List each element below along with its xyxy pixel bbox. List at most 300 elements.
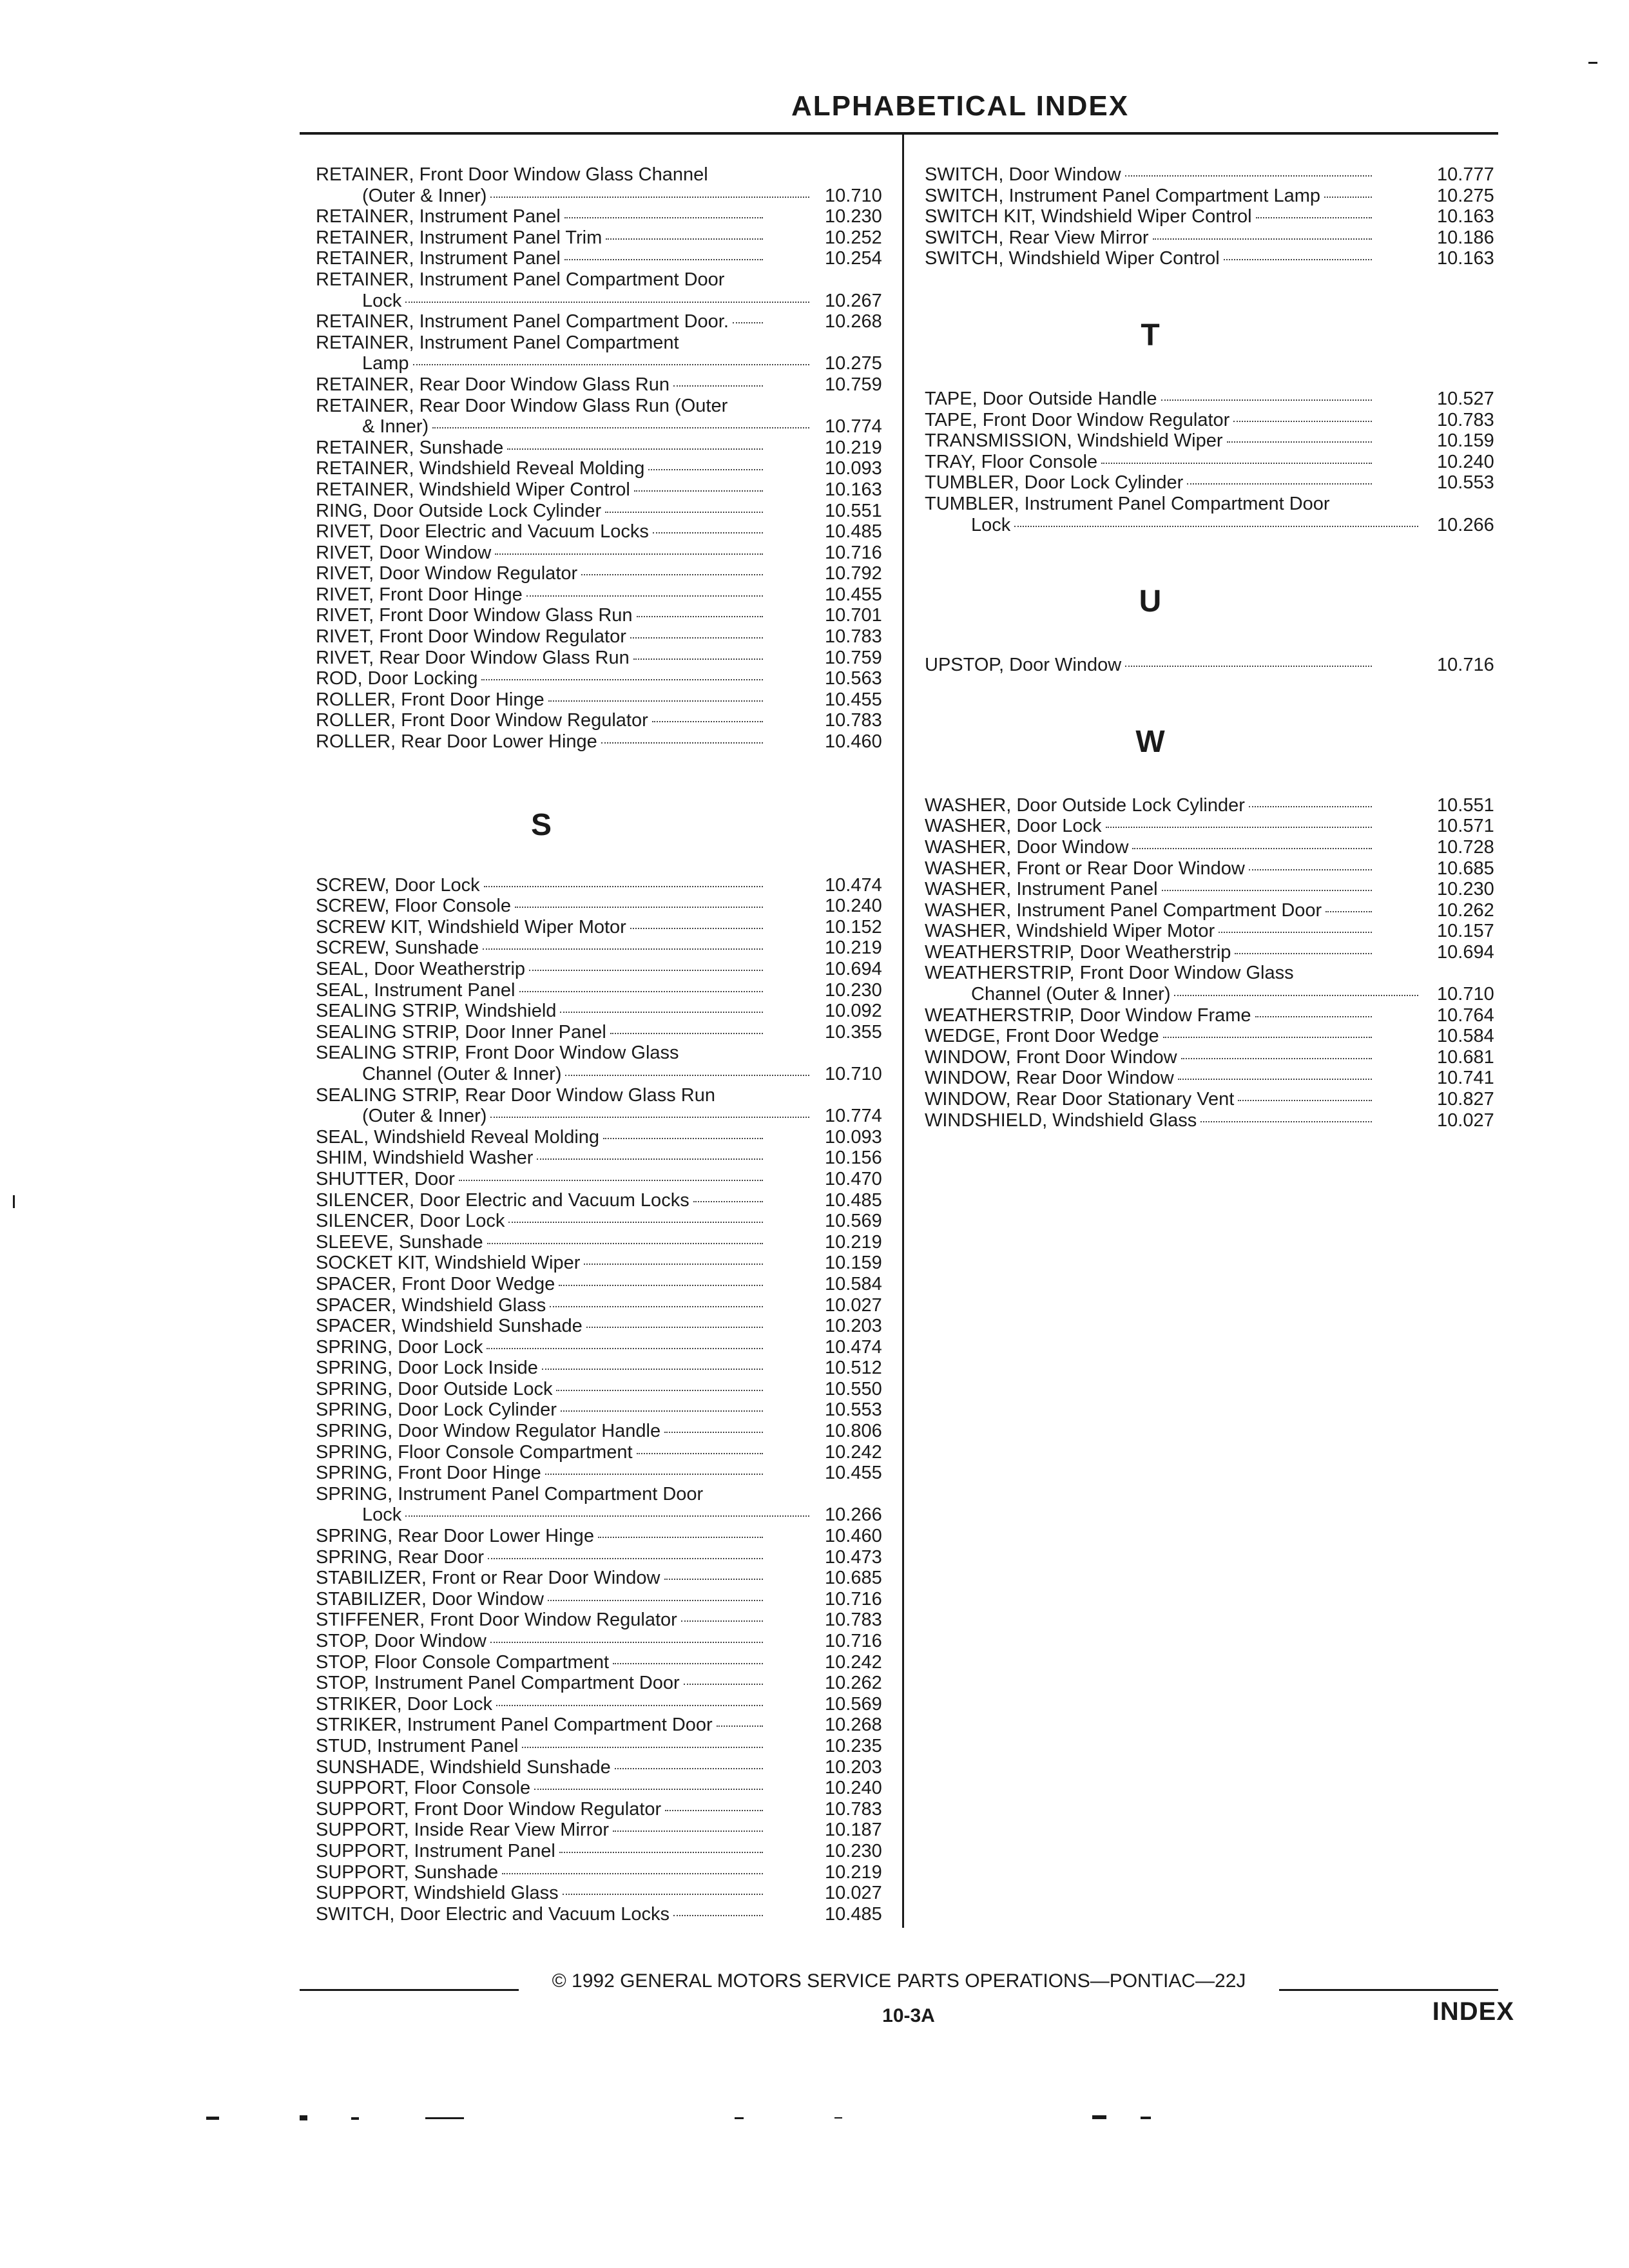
dot-leader	[673, 385, 763, 387]
index-entry	[316, 1043, 896, 1084]
entry-page-number: 10.219	[825, 937, 882, 959]
index-entry	[316, 458, 896, 479]
index-entry	[925, 1047, 1505, 1068]
entry-page-number: 10.093	[825, 458, 882, 479]
dot-leader	[1256, 216, 1372, 218]
entry-label: RETAINER, Front Door Window Glass Channel	[316, 164, 708, 185]
dot-leader	[1014, 525, 1418, 527]
section-label: INDEX	[1432, 1997, 1514, 2026]
entry-label-continued: Lamp	[362, 353, 409, 374]
dot-leader	[563, 1893, 763, 1895]
index-entry	[925, 879, 1505, 900]
dot-leader	[1162, 889, 1372, 891]
entry-label-continued: (Outer & Inner)	[362, 185, 487, 206]
entry-label-continued: Lock	[971, 514, 1011, 535]
index-entry	[925, 430, 1505, 452]
entry-page-number: 10.157	[1437, 921, 1494, 942]
entry-label: SEALING STRIP, Rear Door Window Glass Run	[316, 1084, 715, 1106]
entry-page-number: 10.027	[825, 1883, 882, 1904]
index-entry	[925, 494, 1505, 535]
entry-label: SPRING, Door Lock Inside	[316, 1358, 538, 1379]
entry-label: RETAINER, Instrument Panel Compartment	[316, 332, 679, 353]
entry-page-number: 10.681	[1437, 1046, 1494, 1068]
footer-rule-right	[1279, 1989, 1498, 1991]
dot-leader	[601, 742, 763, 744]
entry-page-number: 10.551	[825, 500, 882, 521]
dot-leader	[1325, 910, 1372, 912]
entry-label: RETAINER, Windshield Reveal Molding	[316, 458, 645, 479]
entry-page-number: 10.474	[825, 874, 882, 896]
dot-leader	[630, 927, 763, 929]
dot-leader	[1101, 462, 1372, 464]
entry-label: SWITCH, Door Electric and Vacuum Locks	[316, 1903, 670, 1925]
entry-label: RETAINER, Windshield Wiper Control	[316, 479, 630, 500]
entry-page-number: 10.268	[825, 311, 882, 332]
dot-leader	[633, 658, 763, 660]
entry-label: TAPE, Door Outside Handle	[925, 388, 1157, 409]
index-entry	[316, 1190, 896, 1211]
entry-label: STRIKER, Door Lock	[316, 1693, 492, 1715]
index-entry	[316, 374, 896, 396]
entry-page-number: 10.262	[825, 1673, 882, 1694]
index-entry	[925, 227, 1505, 249]
entry-label: SUPPORT, Front Door Window Regulator	[316, 1798, 662, 1820]
dot-leader	[484, 885, 763, 887]
dot-leader	[515, 906, 763, 908]
dot-leader	[1178, 1078, 1372, 1080]
index-entry	[316, 1799, 896, 1820]
page-number: 10-3A	[882, 2005, 935, 2026]
index-entry	[316, 1589, 896, 1610]
dot-leader	[615, 1767, 763, 1769]
index-entry	[316, 1610, 896, 1631]
entry-page-number: 10.230	[825, 1840, 882, 1861]
scan-mark	[351, 2117, 359, 2120]
index-entry	[316, 1232, 896, 1253]
section-letter-u: U	[1139, 584, 1162, 619]
dot-leader	[1132, 847, 1372, 849]
dot-leader	[413, 363, 809, 365]
entry-page-number: 10.551	[1437, 794, 1494, 816]
dot-leader	[496, 1704, 763, 1706]
index-entry	[316, 980, 896, 1001]
dot-leader	[665, 1809, 763, 1811]
entry-page-number: 10.694	[1437, 941, 1494, 963]
dot-leader	[693, 1200, 763, 1202]
index-entry	[316, 1820, 896, 1841]
entry-page-number: 10.485	[825, 1189, 882, 1211]
index-entry	[316, 668, 896, 689]
dot-leader	[1227, 441, 1373, 443]
entry-page-number: 10.219	[825, 437, 882, 458]
entry-label: SWITCH KIT, Windshield Wiper Control	[925, 206, 1252, 227]
index-entry	[316, 332, 896, 374]
entry-label: SHIM, Windshield Washer	[316, 1148, 534, 1169]
entry-page-number: 10.806	[825, 1421, 882, 1442]
index-entry	[316, 626, 896, 648]
entry-label: SOCKET KIT, Windshield Wiper	[316, 1253, 581, 1274]
index-entry	[316, 1211, 896, 1232]
index-entry	[316, 1337, 896, 1358]
entry-page-number: 10.777	[1437, 164, 1494, 185]
entry-page-number: 10.710	[825, 1063, 882, 1084]
entry-label: SHUTTER, Door	[316, 1168, 455, 1189]
entry-page-number: 10.716	[825, 1588, 882, 1610]
dot-leader	[664, 1431, 763, 1433]
index-entry	[316, 1085, 896, 1127]
entry-page-number: 10.027	[1437, 1110, 1494, 1131]
dot-leader	[565, 1074, 809, 1076]
dot-leader	[613, 1662, 763, 1664]
entry-label: WASHER, Windshield Wiper Motor	[925, 921, 1215, 942]
entry-page-number: 10.156	[825, 1148, 882, 1169]
index-entry	[316, 710, 896, 731]
index-entry	[925, 655, 1505, 676]
entry-label: TRANSMISSION, Windshield Wiper	[925, 430, 1223, 452]
entry-label: TRAY, Floor Console	[925, 451, 1098, 472]
entry-page-number: 10.092	[825, 1001, 882, 1022]
dot-leader	[490, 1641, 763, 1643]
entry-page-number: 10.254	[825, 248, 882, 269]
index-entry	[925, 206, 1505, 227]
entry-page-number: 10.242	[825, 1441, 882, 1463]
entry-label: SPRING, Rear Door Lower Hinge	[316, 1526, 594, 1547]
index-entry	[316, 1358, 896, 1379]
index-entry	[316, 311, 896, 332]
dot-leader	[487, 1242, 763, 1244]
entry-label: WASHER, Door Window	[925, 836, 1129, 858]
index-entry	[316, 1484, 896, 1526]
index-entry	[316, 1022, 896, 1043]
entry-label: SUPPORT, Instrument Panel	[316, 1840, 555, 1861]
entry-page-number: 10.783	[825, 626, 882, 648]
entry-label: WEATHERSTRIP, Front Door Window Glass	[925, 963, 1294, 984]
entry-label: RIVET, Front Door Window Regulator	[316, 626, 626, 648]
entry-page-number: 10.550	[825, 1378, 882, 1399]
dot-leader	[637, 615, 763, 617]
scan-mark	[13, 1195, 15, 1208]
entry-label: SPRING, Door Outside Lock	[316, 1378, 553, 1399]
index-entry	[925, 1068, 1505, 1089]
dot-leader	[610, 1032, 763, 1034]
dot-leader	[673, 1914, 763, 1916]
entry-page-number: 10.460	[825, 731, 882, 753]
entry-label: RETAINER, Instrument Panel Trim	[316, 227, 602, 248]
entry-page-number: 10.186	[1437, 227, 1494, 248]
index-entry	[316, 584, 896, 606]
dot-leader	[481, 678, 763, 680]
entry-page-number: 10.163	[825, 479, 882, 500]
index-entry	[316, 543, 896, 564]
entry-page-number: 10.159	[1437, 430, 1494, 452]
entry-label: SUPPORT, Inside Rear View Mirror	[316, 1820, 610, 1841]
dot-leader	[1106, 826, 1373, 828]
entry-page-number: 10.230	[825, 206, 882, 227]
dot-leader	[1238, 1099, 1372, 1101]
entry-page-number: 10.710	[825, 185, 882, 206]
entry-page-number: 10.242	[825, 1651, 882, 1673]
entry-label: UPSTOP, Door Window	[925, 655, 1122, 676]
dot-leader	[537, 1158, 763, 1160]
entry-page-number: 10.569	[825, 1693, 882, 1715]
dot-leader	[1219, 931, 1372, 933]
dot-leader	[560, 1011, 763, 1013]
entry-page-number: 10.473	[825, 1546, 882, 1568]
index-entry	[925, 795, 1505, 816]
dot-leader	[508, 1221, 763, 1223]
index-entry	[316, 648, 896, 669]
entry-label: SWITCH, Windshield Wiper Control	[925, 248, 1220, 269]
entry-label: STOP, Instrument Panel Compartment Door	[316, 1673, 680, 1694]
dot-leader	[1187, 483, 1372, 485]
dot-leader	[581, 573, 763, 575]
dot-leader	[664, 1578, 763, 1580]
section-letter-t: T	[1141, 318, 1160, 352]
index-entry	[316, 689, 896, 711]
index-entry	[925, 858, 1505, 879]
dot-leader	[1255, 1015, 1372, 1017]
entry-page-number: 10.685	[1437, 858, 1494, 879]
entry-label: SEALING STRIP, Front Door Window Glass	[316, 1043, 679, 1064]
dot-leader	[488, 1557, 763, 1559]
dot-leader	[507, 448, 763, 450]
entry-label: SPACER, Front Door Wedge	[316, 1273, 555, 1294]
index-entry	[316, 1001, 896, 1022]
dot-leader	[606, 238, 763, 240]
entry-page-number: 10.741	[1437, 1068, 1494, 1089]
entry-label: SPRING, Rear Door	[316, 1546, 485, 1568]
copyright-notice: © 1992 GENERAL MOTORS SERVICE PARTS OPERATIONS—PONTIAC—22J	[552, 1970, 1246, 1992]
dot-leader	[432, 427, 809, 428]
index-entry	[316, 875, 896, 896]
entry-label: STABILIZER, Door Window	[316, 1588, 545, 1610]
entry-label: STUD, Instrument Panel	[316, 1735, 519, 1756]
entry-page-number: 10.455	[825, 689, 882, 710]
dot-leader	[603, 1137, 763, 1139]
dot-leader	[648, 468, 763, 470]
entry-page-number: 10.527	[1437, 388, 1494, 409]
entry-label: TUMBLER, Instrument Panel Compartment Door	[925, 493, 1330, 514]
index-entry	[316, 1442, 896, 1463]
entry-page-number: 10.219	[825, 1861, 882, 1883]
entry-label: RIVET, Front Door Window Glass Run	[316, 605, 633, 626]
entry-label: RIVET, Door Window	[316, 542, 492, 563]
entry-page-number: 10.240	[825, 1778, 882, 1799]
entry-label: WEATHERSTRIP, Door Weatherstrip	[925, 941, 1231, 963]
dot-leader	[550, 1305, 763, 1307]
index-entry	[925, 452, 1505, 473]
entry-label: RIVET, Door Window Regulator	[316, 563, 578, 584]
index-entry	[316, 1127, 896, 1148]
dot-leader	[1224, 258, 1372, 260]
index-entry	[925, 389, 1505, 410]
entry-page-number: 10.163	[1437, 248, 1494, 269]
index-entry	[316, 896, 896, 917]
entry-label: SPRING, Door Lock	[316, 1336, 483, 1358]
entry-label: RIVET, Door Electric and Vacuum Locks	[316, 521, 649, 543]
entry-label: ROLLER, Rear Door Lower Hinge	[316, 731, 597, 753]
dot-leader	[534, 1788, 763, 1790]
entry-label: ROLLER, Front Door Window Regulator	[316, 710, 648, 731]
entry-page-number: 10.694	[825, 959, 882, 979]
index-entry	[316, 206, 896, 227]
entry-label: SPRING, Instrument Panel Compartment Door	[316, 1483, 704, 1504]
index-entry	[316, 1715, 896, 1736]
dot-leader	[459, 1179, 763, 1181]
entry-page-number: 10.783	[1437, 409, 1494, 430]
index-entry	[316, 959, 896, 980]
entry-page-number: 10.470	[825, 1168, 882, 1189]
dot-leader	[559, 1284, 763, 1286]
entry-page-number: 10.230	[1437, 879, 1494, 900]
entry-label: STOP, Floor Console Compartment	[316, 1651, 610, 1673]
index-entry	[316, 1421, 896, 1442]
entry-page-number: 10.262	[1437, 899, 1494, 921]
entry-label: WASHER, Door Lock	[925, 816, 1102, 837]
entry-page-number: 10.275	[1437, 185, 1494, 206]
entry-page-number: 10.474	[825, 1336, 882, 1358]
entry-page-number: 10.485	[825, 1903, 882, 1925]
entry-page-number: 10.230	[825, 979, 882, 1001]
dot-leader	[717, 1725, 763, 1727]
entry-label: RETAINER, Instrument Panel Compartment Door	[316, 269, 725, 290]
dot-leader	[1233, 420, 1372, 422]
entry-label: WINDOW, Front Door Window	[925, 1046, 1177, 1068]
dot-leader	[559, 1851, 763, 1853]
index-entry	[925, 186, 1505, 207]
dot-leader	[490, 196, 809, 198]
dot-leader	[502, 1872, 763, 1874]
scan-mark	[206, 2117, 219, 2120]
dot-leader	[526, 595, 763, 597]
index-entry	[316, 269, 896, 311]
entry-label: SPRING, Door Window Regulator Handle	[316, 1421, 661, 1442]
index-entry	[316, 1736, 896, 1757]
entry-page-number: 10.783	[825, 710, 882, 731]
dot-leader	[545, 1473, 763, 1475]
entry-label: STOP, Door Window	[316, 1631, 487, 1651]
entry-page-number: 10.275	[825, 353, 882, 374]
entry-page-number: 10.152	[825, 916, 882, 937]
entry-page-number: 10.219	[825, 1231, 882, 1253]
entry-page-number: 10.571	[1437, 816, 1494, 837]
entry-label: SCREW, Door Lock	[316, 874, 480, 896]
dot-leader	[1249, 869, 1372, 870]
entry-label-continued: (Outer & Inner)	[362, 1106, 487, 1127]
entry-label: SEAL, Windshield Reveal Molding	[316, 1126, 600, 1148]
index-entry	[925, 900, 1505, 921]
dot-leader	[586, 1326, 763, 1328]
entry-page-number: 10.163	[1437, 206, 1494, 227]
entry-page-number: 10.759	[825, 374, 882, 395]
entry-page-number: 10.701	[825, 605, 882, 626]
section-letter-w: W	[1135, 724, 1165, 759]
index-entry	[925, 164, 1505, 186]
entry-page-number: 10.584	[1437, 1026, 1494, 1047]
entry-label: RETAINER, Sunshade	[316, 437, 504, 458]
index-entry	[316, 605, 896, 626]
entry-page-number: 10.783	[825, 1798, 882, 1820]
index-entry	[316, 227, 896, 249]
index-entry	[316, 1841, 896, 1862]
dot-leader	[529, 969, 763, 971]
dot-leader	[1153, 238, 1373, 240]
entry-label: WINDOW, Rear Door Window	[925, 1068, 1174, 1089]
entry-page-number: 10.827	[1437, 1089, 1494, 1110]
index-entry	[316, 563, 896, 584]
entry-page-number: 10.252	[825, 227, 882, 248]
entry-label: SILENCER, Door Lock	[316, 1211, 505, 1232]
entry-page-number: 10.455	[825, 584, 882, 605]
entry-label: WASHER, Instrument Panel Compartment Door	[925, 899, 1322, 921]
entry-label: SUNSHADE, Windshield Sunshade	[316, 1756, 611, 1778]
scan-mark	[300, 2115, 307, 2120]
index-entry	[316, 1253, 896, 1274]
dot-leader	[1324, 196, 1372, 198]
section-letter-s: S	[530, 807, 552, 842]
footer-rule-left	[300, 1989, 519, 1991]
entry-page-number: 10.203	[825, 1756, 882, 1778]
dot-leader	[495, 553, 763, 555]
entry-label: STRIKER, Instrument Panel Compartment Door	[316, 1715, 713, 1736]
entry-label: SCREW, Floor Console	[316, 896, 511, 917]
index-entry	[316, 1757, 896, 1778]
entry-page-number: 10.783	[825, 1610, 882, 1631]
index-entry	[316, 731, 896, 753]
dot-leader	[1249, 805, 1372, 807]
index-entry	[316, 1652, 896, 1673]
dot-leader	[634, 490, 763, 492]
scan-mark	[735, 2117, 744, 2119]
dot-leader	[613, 1830, 763, 1832]
index-entry	[925, 921, 1505, 942]
entry-page-number: 10.455	[825, 1463, 882, 1484]
index-entry	[925, 472, 1505, 494]
entry-page-number: 10.240	[825, 896, 882, 917]
entry-label: ROD, Door Locking	[316, 668, 478, 689]
entry-page-number: 10.716	[825, 542, 882, 563]
scan-mark	[1141, 2117, 1151, 2119]
entry-label-continued: Channel (Outer & Inner)	[971, 984, 1171, 1005]
entry-label: SPRING, Floor Console Compartment	[316, 1441, 633, 1463]
entry-label: SUPPORT, Floor Console	[316, 1778, 531, 1799]
dot-leader	[684, 1683, 763, 1685]
entry-label-continued: Lock	[362, 1504, 402, 1526]
entry-label: SLEEVE, Sunshade	[316, 1231, 483, 1253]
entry-label: SCREW KIT, Windshield Wiper Motor	[316, 916, 626, 937]
page-title: ALPHABETICAL INDEX	[791, 90, 1130, 122]
entry-label: RIVET, Front Door Hinge	[316, 584, 523, 605]
index-entry	[925, 1026, 1505, 1047]
index-entry	[925, 837, 1505, 858]
dot-leader	[1163, 1036, 1372, 1038]
index-entry	[316, 1694, 896, 1715]
entry-label-continued: Channel (Outer & Inner)	[362, 1063, 562, 1084]
index-entry	[925, 816, 1505, 837]
entry-page-number: 10.584	[825, 1273, 882, 1294]
index-entry	[316, 1379, 896, 1400]
index-entry	[925, 410, 1505, 431]
entry-label: SUPPORT, Sunshade	[316, 1861, 499, 1883]
entry-label: RIVET, Rear Door Window Glass Run	[316, 647, 630, 668]
entry-page-number: 10.716	[1437, 655, 1494, 676]
dot-leader	[637, 1452, 763, 1454]
index-entry	[316, 396, 896, 437]
scan-mark	[834, 2117, 842, 2119]
entry-page-number: 10.267	[825, 290, 882, 311]
entry-label: RETAINER, Rear Door Window Glass Run	[316, 374, 670, 395]
entry-page-number: 10.759	[825, 647, 882, 668]
